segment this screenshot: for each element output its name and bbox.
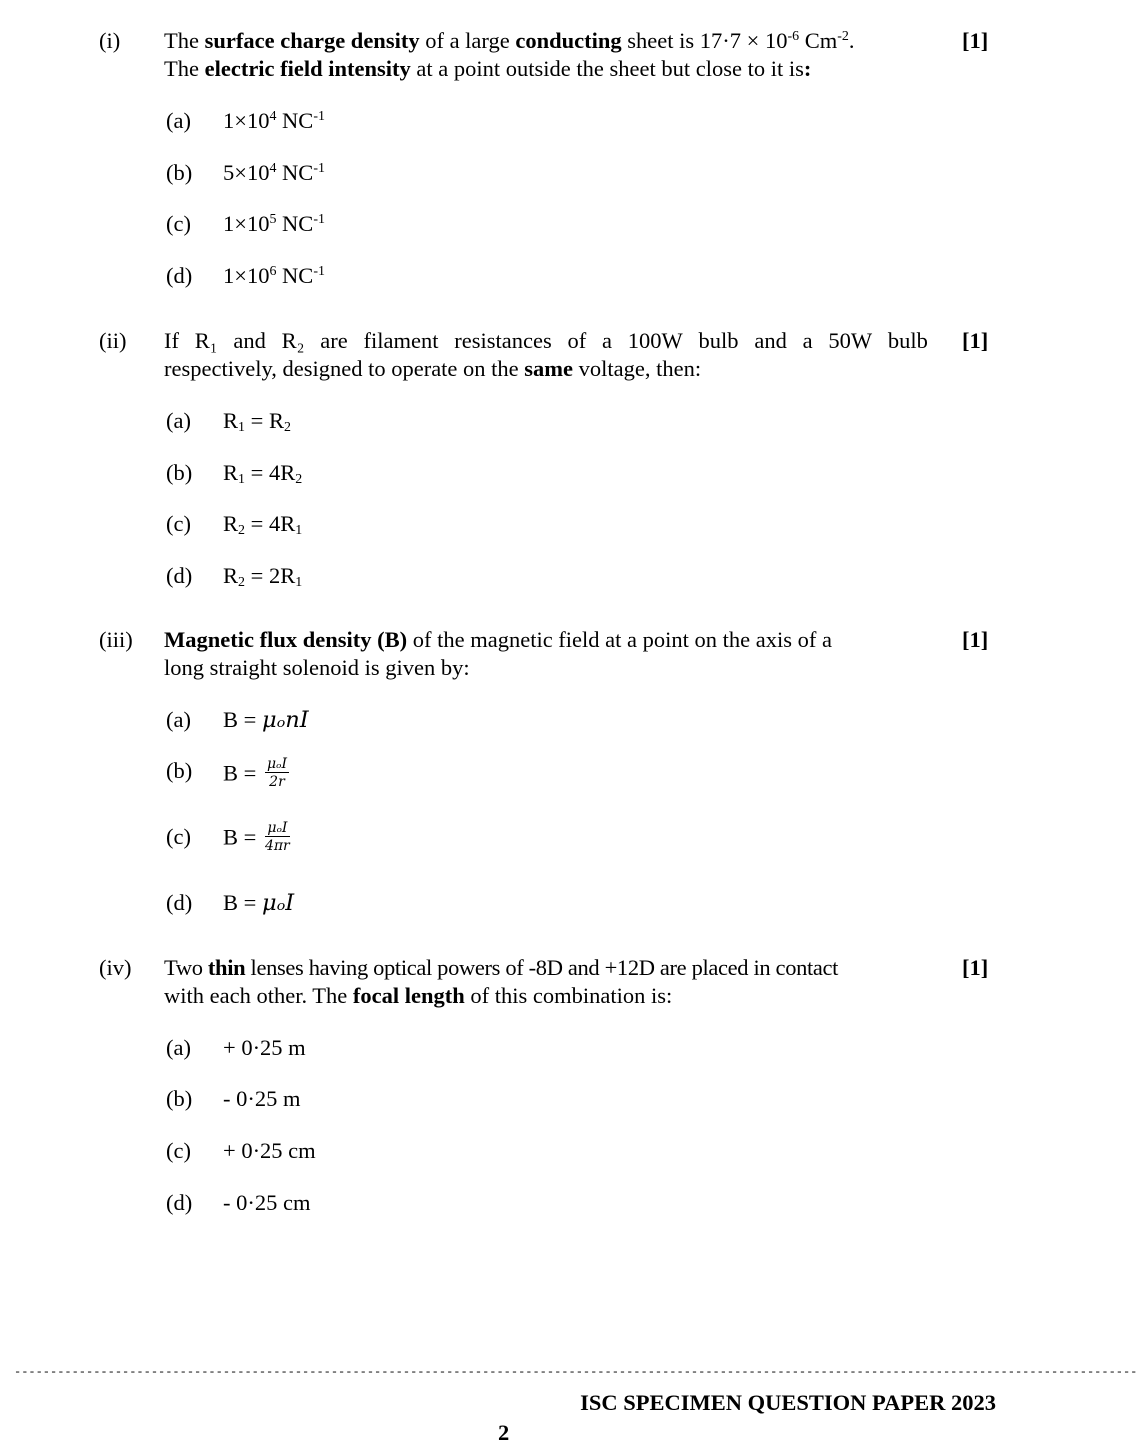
text-run: . — [848, 28, 855, 53]
footer-divider: ------------------------------------------------------------------------------------------------------------------------------------------------------------ — [14, 1365, 1137, 1379]
bold-term: Magnetic flux density (B) — [164, 627, 408, 652]
option-label: (b) — [166, 160, 193, 185]
text-run: voltage, then: — [573, 356, 702, 381]
word: bulb — [887, 328, 928, 353]
text-run: of a large — [419, 28, 516, 53]
fraction-numerator: μₒI — [266, 756, 287, 772]
text-run: B = — [223, 890, 262, 915]
fraction-denominator: 4πr — [264, 838, 290, 854]
subscript: 1 — [238, 420, 245, 436]
bold-term: : — [803, 56, 812, 81]
bold-term: focal length — [352, 983, 465, 1008]
subscript: 1 — [238, 472, 245, 488]
bold-term: surface charge density — [204, 28, 420, 53]
exponent: -1 — [313, 264, 325, 280]
text-run: NC — [276, 160, 314, 185]
text-run: R — [223, 563, 239, 588]
question-text-line — [164, 30, 854, 53]
option-label: (a) — [166, 408, 191, 433]
word: and — [233, 328, 266, 353]
option-label: (c) — [166, 1138, 191, 1163]
word: a — [602, 328, 613, 353]
question-text-line — [164, 957, 838, 980]
text-run: Two — [164, 955, 208, 980]
math-expression: μₒI — [261, 890, 295, 916]
text-run: The — [164, 28, 205, 53]
question-text-line — [164, 358, 701, 381]
text-run: sheet is 17·7 × 10 — [621, 28, 788, 53]
text-run: The — [164, 56, 205, 81]
word: R₁ — [194, 328, 218, 353]
exponent: -1 — [313, 212, 325, 228]
text-run: 1×10 — [223, 263, 270, 288]
text-run: = — [244, 563, 269, 588]
option-value — [223, 265, 325, 288]
text-run: of this combination is: — [464, 983, 673, 1008]
question-number: (i) — [99, 28, 121, 53]
text-run: R — [223, 408, 239, 433]
text-run: B = — [223, 760, 262, 786]
question-number: (ii) — [99, 328, 127, 353]
text-run: R — [280, 563, 296, 588]
marks-badge: [1] — [962, 955, 989, 980]
text-run: Cm — [799, 28, 838, 53]
footer-title: ISC SPECIMEN QUESTION PAPER 2023 — [580, 1390, 996, 1415]
option-label: (b) — [166, 1086, 193, 1111]
text-run: 5×10 — [223, 160, 270, 185]
fraction — [265, 820, 290, 855]
subscript: 1 — [295, 575, 303, 591]
exponent: -2 — [837, 29, 849, 45]
word: R₂ — [281, 328, 305, 353]
text-run: 4 — [268, 511, 281, 536]
text-run: respectively, designed to operate on the — [164, 356, 525, 381]
word: If — [164, 328, 179, 353]
text-run: B = — [223, 824, 262, 850]
question-text-line — [164, 985, 672, 1008]
question-text-line — [164, 330, 928, 353]
question-text-line: long straight solenoid is given by: — [164, 655, 470, 680]
bold-term: same — [524, 356, 574, 381]
option-label: (a) — [166, 707, 191, 732]
fraction-denominator: 2r — [269, 774, 285, 790]
word: filament — [363, 328, 439, 353]
math-expression: μₒnI — [261, 707, 309, 733]
text-run: 2 — [268, 563, 281, 588]
text-run: with each other. The — [164, 983, 353, 1008]
text-run: = — [244, 511, 269, 536]
text-run: NC — [276, 211, 314, 236]
option-label: (c) — [166, 824, 191, 849]
option-value — [223, 709, 309, 732]
bold-term: conducting — [515, 28, 622, 53]
word: 100W — [627, 328, 683, 353]
text-run: R — [223, 460, 239, 485]
word: 50W — [828, 328, 873, 353]
option-value — [223, 162, 325, 185]
fraction-numerator: μₒI — [265, 820, 290, 837]
fraction — [265, 756, 289, 791]
option-value — [223, 460, 303, 488]
marks-badge: [1] — [962, 328, 989, 353]
question-number: (iii) — [99, 627, 133, 652]
text-run: = — [244, 408, 269, 433]
text-run: at a point outside the sheet but close to it is — [410, 56, 804, 81]
text-run: 1×10 — [223, 211, 270, 236]
text-run: NC — [276, 263, 314, 288]
question-number: (iv) — [99, 955, 132, 980]
option-label: (d) — [166, 563, 193, 588]
exponent: -6 — [787, 29, 800, 45]
option-label: (d) — [166, 890, 193, 915]
option-value — [223, 213, 325, 236]
text-run: = — [244, 460, 269, 485]
exponent: 4 — [269, 161, 277, 177]
text-run: R — [268, 408, 284, 433]
word: bulb — [698, 328, 739, 353]
option-label: (b) — [166, 758, 193, 783]
subscript: 2 — [295, 472, 303, 488]
question-text-line — [164, 629, 832, 652]
option-label: (a) — [166, 1035, 191, 1060]
exponent: -1 — [313, 109, 325, 125]
option-value — [223, 822, 290, 857]
text-run: 1×10 — [223, 108, 270, 133]
option-value: + 0·25 cm — [223, 1138, 316, 1163]
option-value — [223, 511, 303, 539]
option-label: (b) — [166, 460, 193, 485]
subscript: 1 — [295, 523, 303, 539]
subscript: 2 — [238, 575, 245, 591]
text-run: R — [223, 511, 239, 536]
word: resistances — [454, 328, 552, 353]
exponent: 5 — [269, 212, 277, 228]
option-label: (c) — [166, 211, 191, 236]
subscript: 2 — [238, 523, 245, 539]
word: and — [754, 328, 787, 353]
text-run: lenses having optical powers of -8D and +12D are placed in contact — [245, 955, 839, 980]
text-run: 4 — [268, 460, 281, 485]
subscript: 2 — [283, 420, 291, 436]
option-value: - 0·25 m — [223, 1086, 301, 1111]
option-label: (d) — [166, 1190, 193, 1215]
question-text-line — [164, 58, 811, 81]
option-value — [223, 408, 291, 436]
text-run: of the magnetic field at a point on the axis of a — [407, 627, 832, 652]
word: a — [802, 328, 813, 353]
text-run: B = — [223, 707, 262, 732]
exponent: 6 — [269, 264, 277, 280]
marks-badge: [1] — [962, 28, 989, 53]
option-value: + 0·25 m — [223, 1035, 306, 1060]
exponent: 4 — [269, 109, 277, 125]
page-number: 2 — [498, 1420, 510, 1445]
word: are — [320, 328, 348, 353]
bold-term: thin — [207, 955, 246, 980]
bold-term: electric field intensity — [204, 56, 411, 81]
option-value — [223, 563, 303, 591]
option-value — [223, 892, 294, 915]
option-label: (a) — [166, 108, 191, 133]
text-run: NC — [276, 108, 314, 133]
option-label: (d) — [166, 263, 193, 288]
option-value — [223, 110, 325, 133]
text-run: R — [280, 460, 296, 485]
word: of — [567, 328, 587, 353]
exponent: -1 — [313, 161, 325, 177]
option-label: (c) — [166, 511, 191, 536]
option-value: - 0·25 cm — [223, 1190, 311, 1215]
text-run: R — [280, 511, 296, 536]
option-value — [223, 758, 289, 793]
marks-badge: [1] — [962, 627, 989, 652]
